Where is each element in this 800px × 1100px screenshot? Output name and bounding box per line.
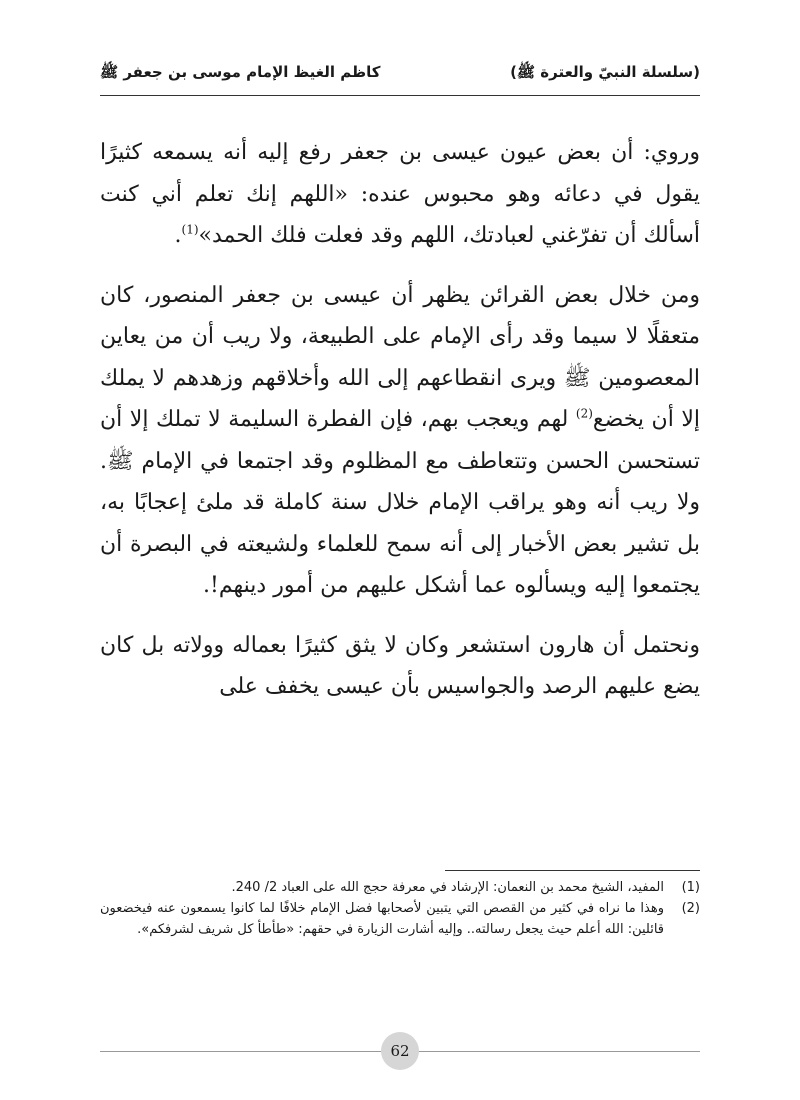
footnote-number: (1)	[681, 880, 700, 895]
footnotes	[100, 877, 700, 940]
chapter-title: كاظم الغيظ الإمام موسى بن جعفر ﷺ	[100, 63, 381, 81]
page-number: 62	[381, 1032, 419, 1070]
footnote-2	[100, 898, 700, 940]
footnote-number: (2)	[681, 901, 700, 916]
page-footer	[100, 1032, 700, 1072]
footnote-1	[100, 877, 700, 898]
main-text	[100, 132, 700, 708]
running-header	[100, 58, 700, 90]
paragraph-2: ومن خلال بعض القرائن يظهر أن عيسى بن جعفر المنصور، كان متعقلًا لا سيما وقد رأى الإمام على الطبيعة، ولا ريب أن من يعاين المعصومين ﷺ ويرى انقطاعهم إلى الله وأخلاقهم وزهدهم لا يملك إلا أن يخضع$^{(2)}$ لهم ويعجب بهم، فإن الفطرة السليمة لا تملك إلا أن تستحسن الحسن وتتعاطف مع المظلوم وقد اجتمعا في الإمام ﷺ. ولا ريب أنه وهو يراقب الإمام خلال سنة كاملة قد ملئ إعجابًا به، بل تشير بعض الأخبار إلى أنه سمح للعلماء ولشيعته في البصرة أن يجتمعوا إليه ويسألوه عما أشكل عليهم من أمور دينهم!.	[100, 282, 700, 598]
footnote-ref-1[interactable]: (1)	[181, 222, 199, 237]
footnote-text: المفيد، الشيخ محمد بن النعمان: الإرشاد في معرفة حجج الله على العباد 2/ 240.	[231, 880, 664, 895]
series-title: (سلسلة النبيّ والعترة ﷺ)	[510, 63, 700, 81]
paragraph-3: ونحتمل أن هارون استشعر وكان لا يثق كثيرًا بعماله وولاته بل كان يضع عليهم الرصد والجواسيس بأن عيسى يخفف على	[100, 632, 700, 699]
footnote-ref-2[interactable]: (2)	[575, 406, 593, 421]
header-divider	[100, 95, 700, 96]
footnote-divider	[445, 870, 700, 871]
footnote-text: وهذا ما نراه في كثير من القصص التي يتبين لأصحابها فضل الإمام خلافًا لما كانوا يسمعون عنه فيخضعون قائلين: الله أعلم حيث يجعل رسالته.. وإليه أشارت الزيارة في حقهم: «طأطأ كل شريف لشرفكم».	[100, 901, 664, 937]
paragraph-1: وروي: أن بعض عيون عيسى بن جعفر رفع إليه أنه يسمعه كثيرًا يقول في دعائه وهو محبوس عنده: «اللهم إنك تعلم أني كنت أسألك أن تفرّغني لعبادتك، اللهم وقد فعلت فلك الحمد»$^{(1)}$.	[100, 140, 700, 248]
